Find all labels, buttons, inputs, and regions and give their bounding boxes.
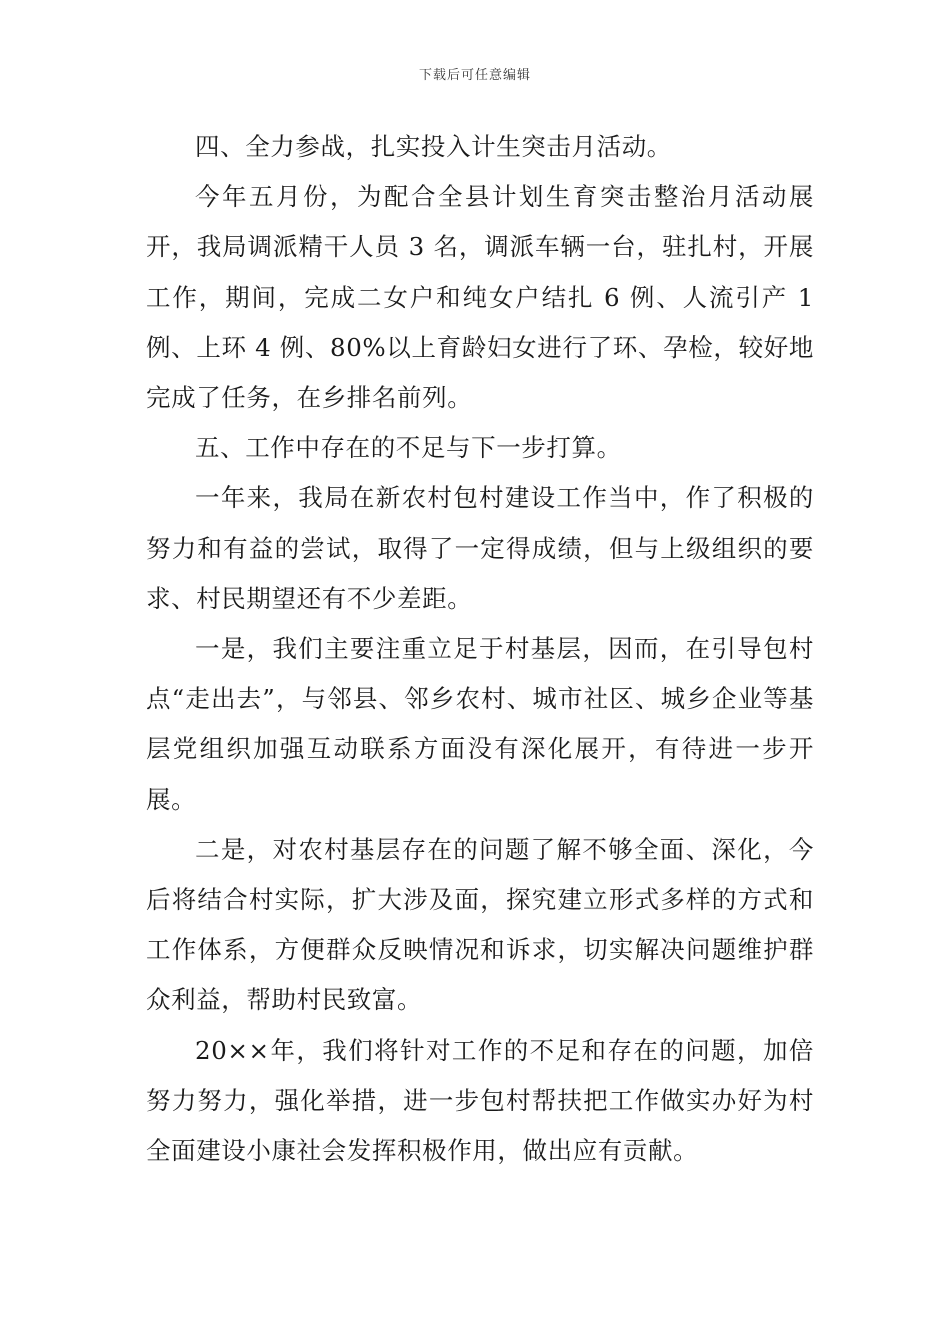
page-header: 下载后可任意编辑 [418, 68, 531, 83]
paragraph-point-two: 二是，对农村基层存在的问题了解不够全面、深化，今后将结合村实际，扩大涉及面，探究建立形式多样的方式和工作体系，方便群众反映情况和诉求，切实解决问题维护群众利益，帮助村民致富。 [146, 834, 814, 1015]
section-heading-4: 四、全力参战，扎实投入计生突击月活动。 [195, 132, 672, 161]
section-heading-5: 五、工作中存在的不足与下一步打算。 [195, 433, 622, 463]
paragraph-family-planning: 今年五月份，为配合全县计划生育突击整治月活动展开，我局调派精干人员 3 名，调派车辆一台，驻扎村，开展工作，期间，完成二女户和纯女户结扎 6 例、人流引产 1 例、上环 4 例、80%以上育龄妇女进行了环、孕检，较好地完成了任务，在乡排名前列。 [146, 182, 814, 413]
document-body [146, 122, 814, 1176]
paragraph-point-one: 一是，我们主要注重立足于村基层，因而，在引导包村点“走出去”，与邻县、邻乡农村、城市社区、城乡企业等基层党组织加强互动联系方面没有深化展开，有待进一步开展。 [146, 634, 814, 814]
paragraph-summary: 一年来，我局在新农村包村建设工作当中，作了积极的努力和有益的尝试，取得了一定得成绩，但与上级组织的要求、村民期望还有不少差距。 [146, 483, 814, 613]
paragraph-next-year: 20××年，我们将针对工作的不足和存在的问题，加倍努力努力，强化举措，进一步包村帮扶把工作做实办好为村全面建设小康社会发挥积极作用，做出应有贡献。 [146, 1035, 814, 1166]
